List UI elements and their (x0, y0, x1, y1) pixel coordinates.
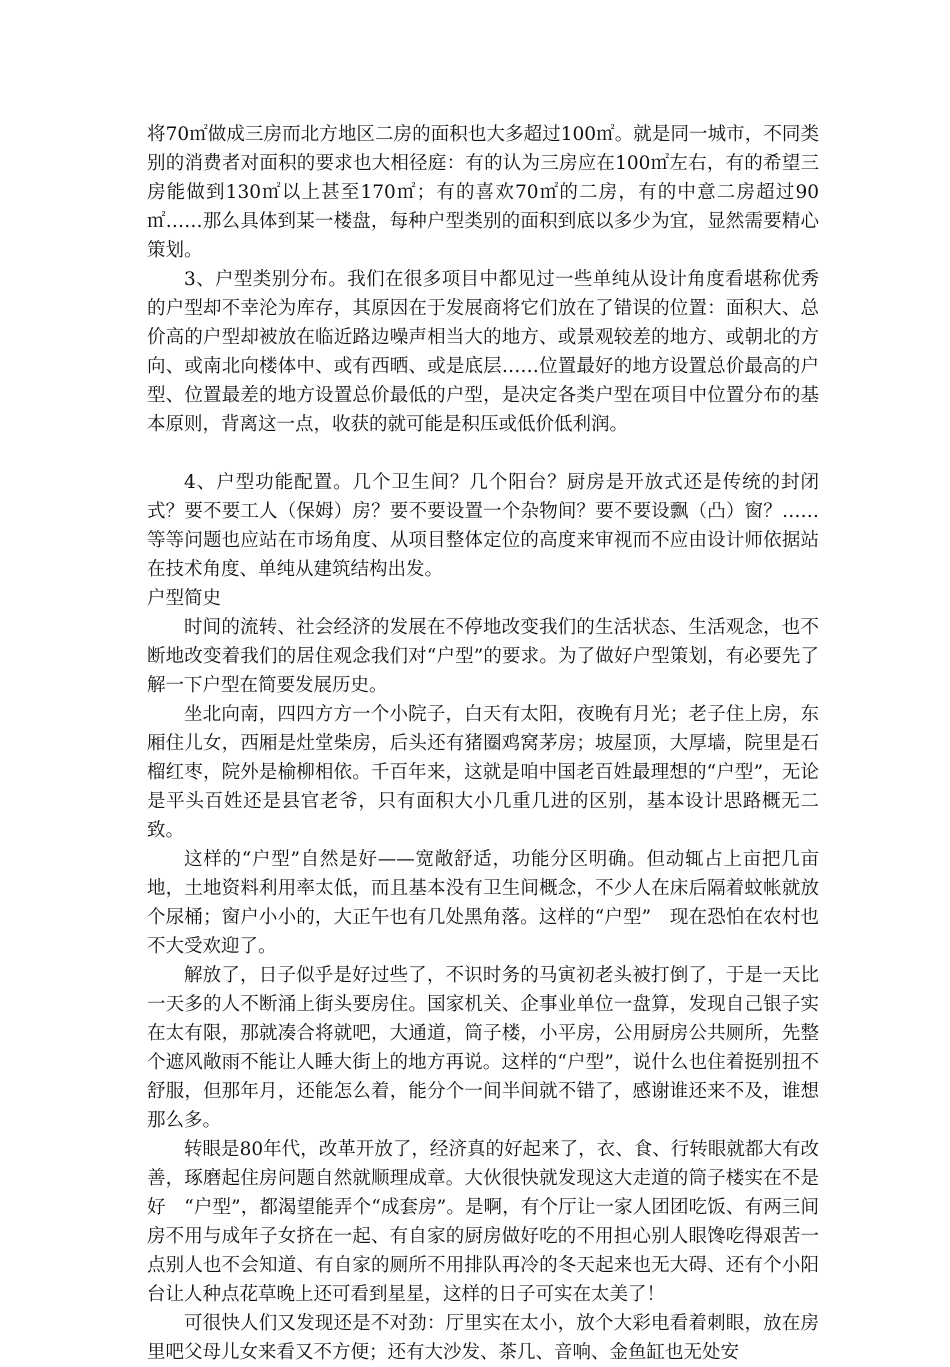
document-body (147, 120, 819, 1367)
blank-line (147, 439, 819, 468)
paragraph-small-living-room: 可很快人们又发现还是不对劲：厅里实在太小，放个大彩电看着刺眼，放在房里吧父母儿女来看又不方便；还有大沙发、茶几、音响、金鱼缸也无处安 (147, 1313, 819, 1363)
paragraph-courtyard-drawbacks: 这样的“户型”自然是好——宽敞舒适，功能分区明确。但动辄占上亩把几亩地，土地资料利用率太低，而且基本没有卫生间概念，不少人在床后隔着蚊帐就放个尿桶；窗户小小的，大正午也有几处黑角落。这样的“户型” 现在恐怕在农村也不大受欢迎了。 (147, 849, 819, 957)
paragraph-area-requirements: 将70㎡做成三房而北方地区二房的面积也大多超过100㎡。就是同一城市，不同类别的消费者对面积的要求也大相径庭：有的认为三房应在100㎡左右，有的希望三房能做到130㎡以上甚至170㎡；有的喜欢70㎡的二房，有的中意二房超过90㎡……那么具体到某一楼盘，每种户型类别的面积到底以多少为宜，显然需要精心策划。 (147, 124, 819, 261)
paragraph-eighties-apartments: 转眼是80年代，改革开放了，经济真的好起来了，衣、食、行转眼就都大有改善，琢磨起住房问题自然就顺理成章。大伙很快就发现这大走道的筒子楼实在不是好 “户型”，都渴望能弄个“成套房”。是啊，有个厅让一家人团团吃饭、有两三间房不用与成年子女挤在一起、有自家的厨房做好吃的不用担心别人眼馋吃得艰苦一点别人也不会知道、有自家的厕所不用排队再冷的冬天起来也无大碍、还有个小阳台让人种点花草晚上还可看到星星，这样的日子可实在太美了！ (147, 1139, 819, 1305)
section-heading-unit-history: 户型简史 (147, 588, 222, 609)
paragraph-unit-distribution: 3、户型类别分布。我们在很多项目中都见过一些单纯从设计角度看堪称优秀的户型却不幸沦为库存，其原因在于发展商将它们放在了错误的位置：面积大、总价高的户型却被放在临近路边噪声相当大的地方、或景观较差的地方、或朝北的方向、或南北向楼体中、或有西晒、或是底层……位置最好的地方设置总价最高的户型、位置最差的地方设置总价最低的户型，是决定各类户型在项目中位置分布的基本原则，背离这一点，收获的就可能是积压或低价低利润。 (147, 269, 819, 435)
paragraph-unit-function-config: 4、户型功能配置。几个卫生间？几个阳台？厨房是开放式还是传统的封闭式？要不要工人（保姆）房？要不要设置一个杂物间？要不要设飘（凸）窗？……等等问题也应站在市场角度、从项目整体定位的高度来审视而不应由设计师依据站在技术角度、单纯从建筑结构出发。 (147, 472, 819, 580)
paragraph-history-intro: 时间的流转、社会经济的发展在不停地改变我们的生活状态、生活观念，也不断地改变着我们的居住观念我们对“户型”的要求。为了做好户型策划，有必要先了解一下户型在简要发展历史。 (147, 617, 819, 696)
paragraph-courtyard-house: 坐北向南，四四方方一个小院子，白天有太阳，夜晚有月光；老子住上房，东厢住儿女，西厢是灶堂柴房，后头还有猪圈鸡窝茅房；坡屋顶，大厚墙，院里是石榴红枣，院外是榆柳相依。千百年来，这就是咱中国老百姓最理想的“户型”，无论是平头百姓还是县官老爷，只有面积大小几重几进的区别，基本设计思路概无二致。 (147, 704, 819, 841)
paragraph-tube-buildings: 解放了，日子似乎是好过些了，不识时务的马寅初老头被打倒了，于是一天比一天多的人不断涌上街头要房住。国家机关、企事业单位一盘算，发现自己银子实在太有限，那就凑合将就吧，大通道，筒子楼，小平房，公用厨房公共厕所，先整个遮风敞雨不能让人睡大街上的地方再说。这样的“户型”，说什么也住着挺别扭不舒服，但那年月，还能怎么着，能分个一间半间就不错了，感谢谁还来不及，谁想那么多。 (147, 965, 819, 1131)
